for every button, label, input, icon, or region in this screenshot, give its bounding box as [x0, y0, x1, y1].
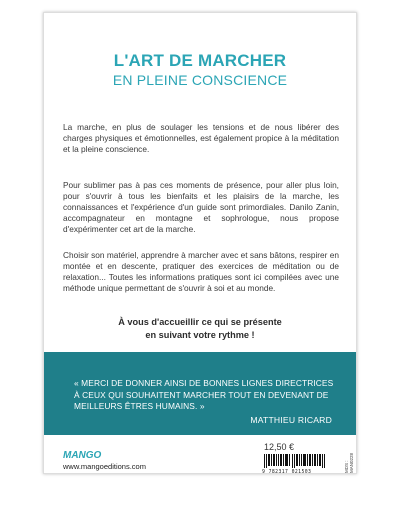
barcode-icon: [264, 454, 326, 468]
tagline-line2: en suivant votre rythme !: [145, 330, 255, 340]
quote-band: [44, 352, 356, 435]
paragraph-guide: Pour sublimer pas à pas ces moments de présence, pour aller plus loin, pour s'ouvrir à tous les bienfaits et les plaisirs de la marche, les connaissances et l'expérience d'un guide sont primordiales. Danilo Zanin, accompagnateur en montagne et sophrologue, nous propose d'expérimenter cet art de la marche.: [63, 180, 339, 235]
book-back-cover: [43, 12, 357, 474]
paragraph-content: Choisir son matériel, apprendre à marcher avec et sans bâtons, respirer en montée et en descente, pratiquer des exercices de méditation ou de relaxation... Toutes les informations pratiques sont ici compilées avec une méthode unique permettant de s'ouvrir à soi et au monde.: [63, 250, 339, 294]
tagline: [44, 316, 356, 342]
quote-author: MATTHIEU RICARD: [250, 415, 332, 425]
title-block: [44, 51, 356, 89]
barcode-digits: 9 782317 021503: [262, 470, 312, 474]
publisher-logo: MANGO: [63, 450, 102, 461]
paragraph-intro: La marche, en plus de soulager les tensions et de nous libérer des charges physiques et émotionnelles, est également propice à la méditation et la pleine conscience.: [63, 122, 339, 155]
price-label: 12,50 €: [263, 442, 294, 452]
product-code: MDS : MAN0228: [344, 452, 354, 473]
endorsement-quote: « MERCI DE DONNER AINSI DE BONNES LIGNES DIRECTRICES À CEUX QUI SOUHAITENT MARCHER TOUT EN DEVENANT DE MEILLEURS ÊTRES HUMAINS. »: [74, 378, 334, 412]
publisher-website: www.mangoeditions.com: [63, 462, 146, 471]
book-subtitle: EN PLEINE CONSCIENCE: [112, 72, 288, 88]
book-title: L'ART DE MARCHER: [113, 51, 287, 70]
tagline-line1: À vous d'accueillir ce qui se présente: [118, 317, 282, 327]
